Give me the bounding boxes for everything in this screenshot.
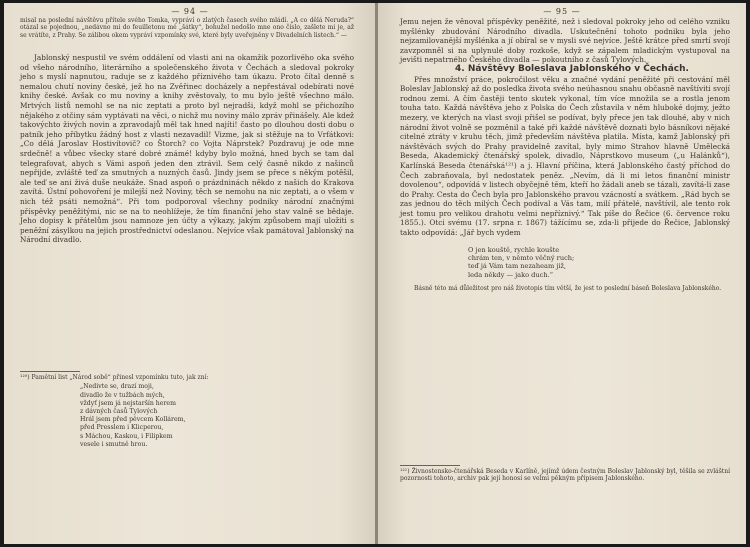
footnote-rule-left xyxy=(20,371,80,372)
page-number-left: — 94 — xyxy=(171,7,209,16)
footnote-rule-right xyxy=(400,465,460,466)
footnote-poem: „Nedivte se, drazí moji, divadlo že v tužbách mých, vždyť jsem já nejstaršín herem z dávných časů Tylových Hrál jsem před pěvcem Kollárem, před Presslem i Klicperou, s Máchou, Kaskou, i Filipkem vesele i smutně hrou. xyxy=(80,383,186,448)
footnote-intro: Pamětní list „Národ sobě“ přinesl vzpomínku tuto, jak zní: xyxy=(31,374,209,381)
book-spread xyxy=(4,3,746,544)
right-intro-paragraph: Jemu nejen že věnoval příspěvky peněžité, než i sledoval pokroky jeho od celého vzniku myšlénky zbudování Národního divadla. Uskutečnění tohoto podniku byla jeho nejzamilovanější myšlénka a jí obíral se v mysli své nejvíce. Ještě krátce před smrtí svojí zavzpomněl si na uplynulé doby rozkoše, když se zápalem mladickým vystupoval na jevišti nepatrného Českého divadla — pokoutního z časů Tylových. xyxy=(400,17,730,65)
left-main-text xyxy=(20,53,354,245)
right-poem-note: Básně této má důležitost pro náš životopis tím větší, že jest to poslední báseň Boleslava Jablonského. xyxy=(414,285,722,293)
left-main-paragraph: Jablonský nespustil ve svém oddálení od vlasti ani na okamžik pozorlivého oka svého od všeho národního, literárního a společenského života v Čechách a sledoval pokroky jeho s myslí napnutou, raduje se z každého příznivého tam úkazu. Proto čítal denně s nemalou chutí noviny české, jež ho na Zvěřinec docházely a nepřestával odebírati nové knihy české. Avšak co mu noviny a knihy zvěstovaly, to mu bylo ještě všechno málo. Mrtvých listů nemohl se na nic zeptati a proto byl nejradši, když mohl se přichozího nějakého z otčiny sám vyptávati na věci, o nichž mu noviny málo zpráv přinášely. Ale kdež takovýchto živých novin a zpravodajů měl tak hned najíti! často po dlouhou dosti dobu o patník jeho příbytku žádný host z vlasti nezavadil! Vizme, jak si stěžuje na to Vrfátkovi: „Co dělá Jaroslav Hostivítovič? co Štorch? co Vojta Náprstek? Pozdravuj je ode mne srdečně! a vůbec všecky staré dobré známé! kdyby bylo možná, hned bych se tam dal telegrafovat, abych s Vámi aspoň jeden den ztrávil. Sem celý časně nikdo z našinců nepřijde, zvláště teď za smutných a nuzných časů. Jindy jsem se přece s někým potěšil, ale teď se ani živá duše neukáže. Snad aspoň o prázdninách někdo z našich do Krakova zavítá. Ústní pohovoření je milejší než Noviny, těch se nemohu na nic zeptati, a o všem v nich též psáti nemožná“. Při tom podporoval všechny podniky národní značnými příspěvky peněžitými, nic se na to neohlížeje, že tím finanční jeho stav valně se bědaje. Jeho dopisy k přátelům jsou namnoze jen účty a výkazy, jakým způsobem mají uložiti s peněžní zásylkou na jejich prostřednictví odeslanou. Nejvíce však památoval Jablonský na Národní divadlo. xyxy=(20,53,354,245)
right-main-text xyxy=(400,17,730,293)
footnote-marker: ¹²⁰) xyxy=(20,374,30,381)
right-page xyxy=(378,3,746,544)
right-main-paragraph: Přes množství práce, pokročilost věku a značné vydání peněžité při cestování měl Boleslav Jablonský až do posledka života svého neúhasnou snahu občasně navštíviti svojí rodnou zemi. A čím častěji tento skutek vykonal, tím více množila se a rostla jenom touha tato. Každá návštěva jeho z Polska do Čech zůstavila v něm hluboké dojmy, ježto mezery, ve kterých na vlast svoji přišel se podívat, byly přece jen tak dlouhé, aby v nich národní život volně se pozměnil a také při každé návštěvě doznati bylo básníkovi nějaké citelné ztráty v kruhu těch, jimž především návštěva platila. Místa, kamž Jablonský při návštěvách svých do Prahy pravidelně zavítal, byly mimo Strahov hlavně Umělecká Beseda, Akademický čtenářský spolek, divadlo, Náprstkovo museum („u Halánků“), Karlínská Beseda čtenářská¹²¹) a j. Hlavní příčina, která Jablonského častý příchod do Čech zabraňovala, byl nedostatek peněz. „Nevím, dá li mi letos finanční ministr dovolenou“, odpovídá v listech obyčejně těm, kteří ho žádali aneb se tázali, zavítá-li zase do Prahy. Cesta do Čech byla pro Jablonského pravou vzácností a svátkem. „Rád bych se zas jednou do těch milých Čech podíval a Vás tam, milí přátelé, navštívil, ale tento rok jest tomu pro velikou drahotu velmi nepříznivý.“ Tak píše do Řečice (6. července roku 1855.). Otci svému (17. srpna r. 1867) tážícímu se, zda-li přijede do Řečice, Jablonský takto odpovídá: „Jář bych vydem xyxy=(400,74,730,238)
left-footnote xyxy=(20,374,354,449)
left-page xyxy=(4,3,376,544)
right-footnote: ¹²¹) Živnostensko-čtenářská Beseda v Karlíně, jejímž údem čestným Boleslav Jablonský byl, těšila se zvláštní pozornosti tohoto, archiv pak její honosí se velmi pěkným přípisem Jablonského. xyxy=(400,468,730,483)
left-top-paragraph: misal na poslední návštěvu přítele svého Tomka, vypráví o zlatých časech svého mládí. „A co dělá Neruda?“ otázal se pojednou, „nedávno mi do feuilletonu mé „šátky“, bohužel nedošlo mne ono číslo, zašlete mi je, až se vrátíte, z Prahy. Se zálibou okem vypráví vzpomínky své, které byly uveřejněny v Divadelních listech.“ — xyxy=(20,17,354,39)
section-heading: 4. Návštěvy Boleslava Jablonského v Čechách. xyxy=(455,63,689,74)
right-poem: O jen kouště, rychle koušte chrám ten, v němto věčný ruch; teď já Vám tam nezaheam již, leda někdy — jako duch.“ xyxy=(468,245,575,279)
page-number-right: — 95 — xyxy=(543,7,581,16)
